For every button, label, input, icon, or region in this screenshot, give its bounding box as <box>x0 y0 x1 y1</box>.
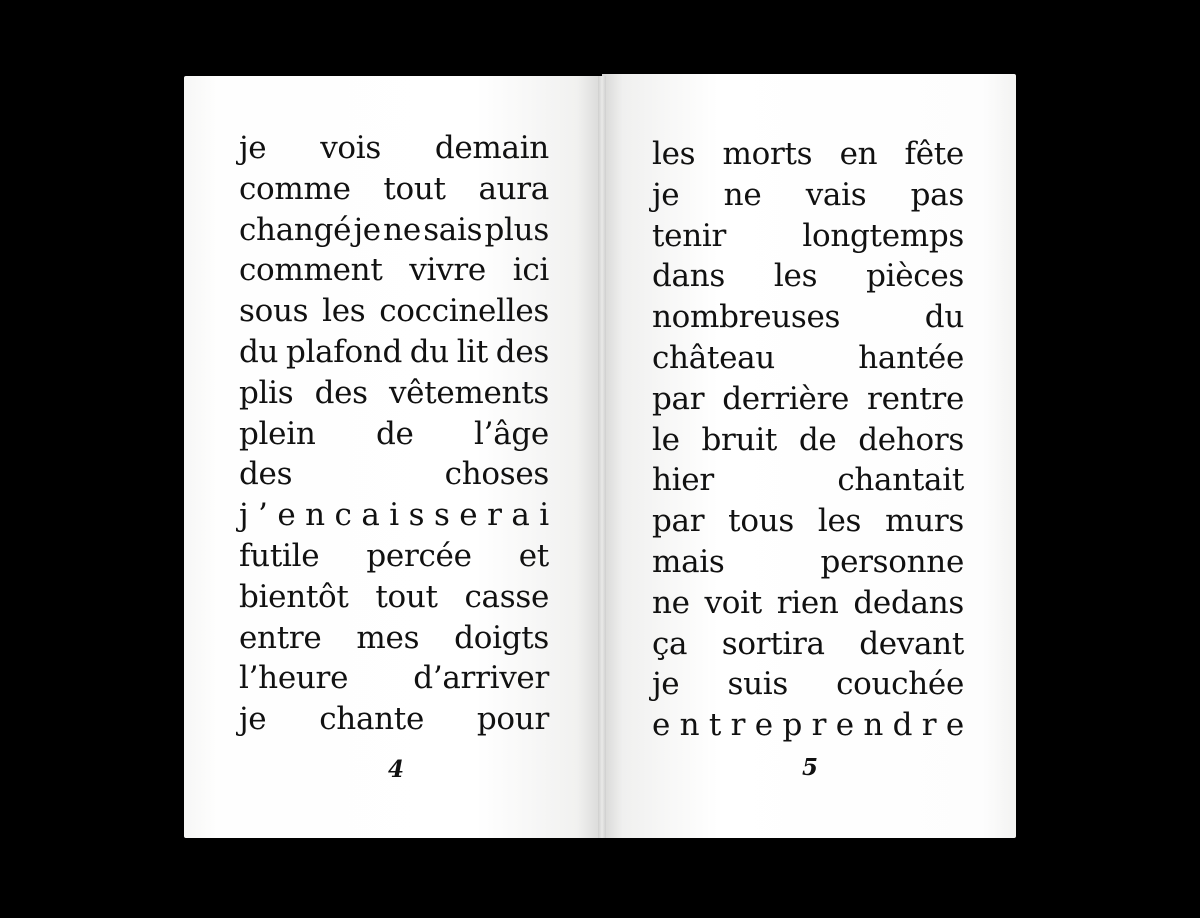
word: e <box>459 497 478 534</box>
text-line <box>239 658 549 699</box>
word: vois <box>320 130 381 166</box>
word: choses <box>444 456 549 493</box>
word: des <box>239 456 293 493</box>
word: hantée <box>858 339 964 376</box>
text-line <box>652 501 964 542</box>
word: d <box>892 707 913 744</box>
text-line <box>239 618 549 659</box>
word: aura <box>478 170 549 207</box>
word: je <box>239 701 267 738</box>
word: dedans <box>853 584 964 621</box>
word: morts <box>722 136 813 172</box>
word: pas <box>910 176 964 213</box>
word: vivre <box>409 252 486 289</box>
word: ’ <box>258 497 268 534</box>
word: ça <box>652 625 688 662</box>
word: ne <box>383 211 421 248</box>
word: couchée <box>836 666 964 703</box>
word: mais <box>652 543 725 580</box>
word: r <box>921 707 937 744</box>
text-line <box>239 169 549 210</box>
text-line <box>652 420 964 461</box>
text-line <box>239 291 549 332</box>
text-line <box>239 332 549 373</box>
text-line <box>652 583 964 624</box>
text-line <box>652 460 964 501</box>
word: ici <box>512 252 549 289</box>
text-line <box>652 624 964 665</box>
left-page <box>184 76 602 838</box>
word: comment <box>239 252 383 289</box>
word: d’arriver <box>413 660 549 697</box>
word: casse <box>464 578 549 615</box>
word: je <box>652 176 680 213</box>
word: je <box>353 211 381 248</box>
word: percée <box>366 537 472 574</box>
word: r <box>730 707 746 744</box>
word: plein <box>239 415 316 452</box>
word: sous <box>239 293 309 330</box>
word: du <box>239 333 279 370</box>
word: i <box>389 497 399 534</box>
word: tout <box>375 578 438 615</box>
word: ne <box>652 584 690 621</box>
word: e <box>652 707 671 744</box>
text-line <box>239 128 549 169</box>
word: c <box>334 497 352 534</box>
text-line <box>239 495 549 536</box>
text-line <box>239 210 549 251</box>
word: par <box>652 503 705 540</box>
word: vais <box>805 176 867 213</box>
word: suis <box>727 666 788 703</box>
word: je <box>239 130 267 166</box>
word: les <box>322 293 366 330</box>
word: plafond <box>285 333 403 370</box>
word: et <box>518 537 549 574</box>
word: des <box>314 374 368 411</box>
text-line <box>239 536 549 577</box>
word: tout <box>383 170 446 207</box>
word: chante <box>319 701 425 738</box>
word: lit <box>456 333 489 370</box>
word: les <box>773 258 818 295</box>
word: plis <box>239 374 294 411</box>
word: château <box>652 339 775 376</box>
word: n <box>679 707 700 744</box>
word: p <box>782 707 802 744</box>
word: tous <box>728 503 794 540</box>
word: a <box>511 497 530 534</box>
word: des <box>495 333 549 370</box>
word: e <box>754 707 773 744</box>
text-line <box>652 379 964 420</box>
word: nombreuses <box>652 299 841 336</box>
word: en <box>839 136 878 172</box>
word: n <box>305 497 325 534</box>
word: les <box>817 503 862 540</box>
word: rien <box>776 584 839 621</box>
word: dehors <box>858 421 964 458</box>
word: l’heure <box>239 660 349 697</box>
word: a <box>361 497 380 534</box>
word: rentre <box>867 380 964 417</box>
word: du <box>409 333 449 370</box>
word: de <box>375 415 414 452</box>
word: sortira <box>721 625 825 662</box>
word: hier <box>652 462 714 499</box>
right-page-text <box>652 134 964 746</box>
word: par <box>652 380 705 417</box>
word: je <box>652 666 680 703</box>
text-line <box>239 373 549 414</box>
word: i <box>539 497 549 534</box>
word: derrière <box>722 380 850 417</box>
word: pièces <box>866 258 964 295</box>
text-line <box>652 542 964 583</box>
text-line <box>239 454 549 495</box>
word: murs <box>885 503 964 540</box>
right-page-number: 5 <box>802 754 819 781</box>
text-line <box>652 256 964 297</box>
word: s <box>408 497 425 534</box>
open-booklet <box>184 76 1016 838</box>
word: fête <box>904 136 964 172</box>
word: du <box>924 299 964 336</box>
word: vêtements <box>388 374 549 411</box>
word: bruit <box>701 421 777 458</box>
text-line <box>652 297 964 338</box>
word: coccinelles <box>379 293 549 330</box>
text-line <box>652 134 964 175</box>
word: pour <box>476 701 549 738</box>
text-line <box>652 216 964 257</box>
word: mes <box>356 619 420 656</box>
text-line <box>652 705 964 746</box>
word: demain <box>434 130 549 166</box>
text-line <box>652 338 964 379</box>
word: voit <box>704 584 762 621</box>
word: tenir <box>652 217 727 254</box>
left-page-text <box>239 128 549 740</box>
word: e <box>277 497 296 534</box>
word: l’âge <box>474 415 549 452</box>
word: futile <box>239 537 320 574</box>
book-gutter <box>598 76 606 838</box>
text-line <box>239 250 549 291</box>
word: devant <box>859 625 964 662</box>
word: n <box>863 707 884 744</box>
word: plus <box>484 211 549 248</box>
word: longtemps <box>802 217 964 254</box>
word: e <box>945 707 964 744</box>
text-line <box>239 414 549 455</box>
word: j <box>239 497 249 534</box>
word: r <box>811 707 827 744</box>
word: doigts <box>454 619 549 656</box>
word: t <box>708 707 722 744</box>
text-line <box>652 664 964 705</box>
word: chantait <box>837 462 964 499</box>
word: sais <box>423 211 483 248</box>
text-line <box>239 577 549 618</box>
word: les <box>652 136 696 172</box>
word: le <box>652 421 680 458</box>
word: ne <box>723 176 762 213</box>
word: bientôt <box>239 578 349 615</box>
word: entre <box>239 619 322 656</box>
word: de <box>798 421 837 458</box>
right-page <box>602 74 1016 838</box>
word: s <box>433 497 450 534</box>
word: r <box>487 497 502 534</box>
text-line <box>239 699 549 740</box>
word: e <box>835 707 854 744</box>
left-page-number: 4 <box>388 756 405 783</box>
word: dans <box>652 258 726 295</box>
text-line <box>652 175 964 216</box>
word: comme <box>239 170 351 207</box>
word: changé <box>239 211 352 248</box>
word: personne <box>820 543 964 580</box>
